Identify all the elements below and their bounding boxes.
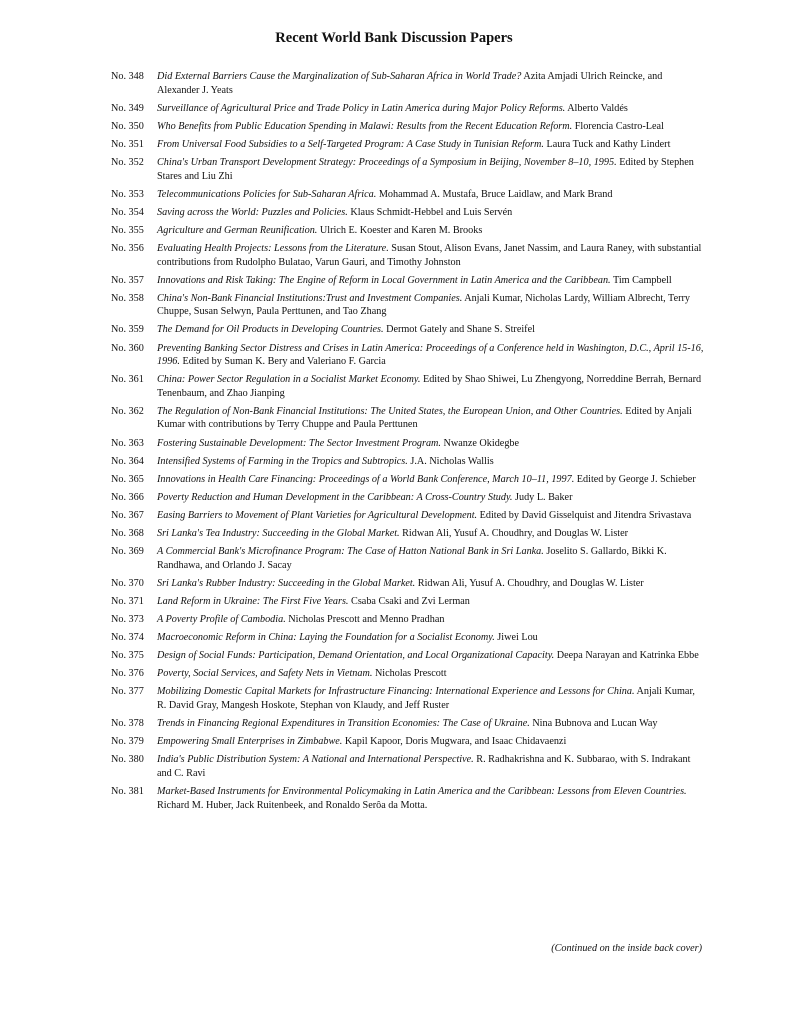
paper-title: A Commercial Bank's Microfinance Program: The Case of Hatton National Bank in Sri Lanka. <box>157 546 544 558</box>
paper-entry <box>111 785 706 812</box>
paper-entry <box>111 545 706 572</box>
paper-authors: Joselito S. Gallardo, Bikki K. Randhawa, and Orlando J. Sacay <box>157 546 667 571</box>
paper-entry <box>111 473 706 487</box>
paper-citation <box>157 206 706 220</box>
paper-title: Empowering Small Enterprises in Zimbabwe. <box>157 736 343 748</box>
paper-citation <box>157 753 706 780</box>
paper-citation <box>157 274 706 288</box>
paper-authors: Richard M. Huber, Jack Ruitenbeek, and Ronaldo Serôa da Motta. <box>157 799 428 811</box>
paper-authors: Ulrich E. Koester and Karen M. Brooks <box>319 224 483 236</box>
paper-authors: Laura Tuck and Kathy Lindert <box>546 138 671 150</box>
paper-citation <box>157 138 706 152</box>
paper-title: Macroeconomic Reform in China: Laying the Foundation for a Socialist Economy. <box>157 632 495 644</box>
paper-entry <box>111 717 706 731</box>
paper-entry <box>111 455 706 469</box>
paper-citation <box>157 735 706 749</box>
paper-title: Fostering Sustainable Development: The Sector Investment Program. <box>157 437 441 449</box>
paper-number: No. 348 <box>111 71 144 82</box>
paper-authors: Alberto Valdés <box>567 102 628 114</box>
paper-citation <box>157 323 706 337</box>
paper-authors: R. Radhakrishna and K. Subbarao, with S. Indrakant and C. Ravi <box>157 754 691 779</box>
paper-entry <box>111 577 706 591</box>
paper-title: China's Urban Transport Development Strategy: Proceedings of a Symposium in Beijing, November 8–10, 1995. <box>157 156 617 168</box>
paper-entry <box>111 437 706 451</box>
paper-entry <box>111 373 706 400</box>
paper-citation <box>157 717 706 731</box>
paper-authors: Azita Amjadi Ulrich Reincke, and Alexander J. Yeats <box>157 71 663 96</box>
paper-number: No. 357 <box>111 274 144 286</box>
paper-entry <box>111 188 706 202</box>
paper-list <box>111 70 706 817</box>
paper-number: No. 362 <box>111 405 144 417</box>
paper-authors: Edited by David Gisselquist and Jitendra Srivastava <box>479 509 692 521</box>
paper-title: Surveillance of Agricultural Price and Trade Policy in Latin America during Major Policy Reforms. <box>157 102 566 114</box>
paper-title: The Regulation of Non-Bank Financial Institutions: The United States, the European Union, and Other Countries. <box>157 405 623 417</box>
paper-number: No. 374 <box>111 632 144 644</box>
paper-number: No. 381 <box>111 785 144 797</box>
paper-title: The Demand for Oil Products in Developing Countries. <box>157 324 384 336</box>
paper-authors: Nicholas Prescott and Menno Pradhan <box>288 614 445 625</box>
paper-number: No. 365 <box>111 473 144 485</box>
paper-authors: Anjali Kumar, R. David Gray, Mangesh Hoskote, Stephan von Klaudy, and Jeff Ruster <box>157 686 695 711</box>
paper-authors: Judy L. Baker <box>515 491 573 503</box>
paper-citation <box>157 373 706 400</box>
paper-citation <box>157 595 706 609</box>
paper-entry <box>111 735 706 749</box>
paper-number: No. 350 <box>111 120 144 132</box>
paper-number: No. 368 <box>111 528 144 540</box>
paper-title: Telecommunications Policies for Sub-Saharan Africa. <box>157 188 377 200</box>
paper-title: Intensified Systems of Farming in the Tropics and Subtropics. <box>157 455 408 467</box>
paper-authors: Florencia Castro-Leal <box>574 120 664 132</box>
paper-citation <box>157 405 706 432</box>
paper-number: No. 367 <box>111 509 144 521</box>
paper-number: No. 361 <box>111 374 144 386</box>
paper-citation <box>157 631 706 645</box>
paper-number: No. 353 <box>111 188 144 200</box>
paper-title: Poverty Reduction and Human Development in the Caribbean: A Cross-Country Study. <box>157 491 513 503</box>
paper-authors: Nwanze Okidegbe <box>443 437 520 449</box>
paper-number: No. 366 <box>111 491 144 503</box>
paper-authors: Tim Campbell <box>612 274 672 286</box>
paper-authors: Kapil Kapoor, Doris Mugwara, and Isaac Chidavaenzi <box>344 736 567 748</box>
paper-number: No. 376 <box>111 668 144 680</box>
paper-authors: Susan Stout, Alison Evans, Janet Nassim, and Laura Raney, with substantial contributions from Rudolpho Bulatao, Varun Gauri, and Timothy Johnston <box>157 242 702 268</box>
paper-number: No. 380 <box>111 754 144 766</box>
paper-number: No. 379 <box>111 736 144 748</box>
paper-citation <box>157 667 706 681</box>
paper-citation <box>157 242 706 269</box>
paper-number: No. 371 <box>111 595 144 607</box>
paper-title: Mobilizing Domestic Capital Markets for Infrastructure Financing: International Experience and Lessons for China. <box>157 686 635 698</box>
paper-citation <box>157 102 706 116</box>
paper-authors: Nina Bubnova and Lucan Way <box>532 718 658 730</box>
paper-number: No. 359 <box>111 324 144 336</box>
paper-entry <box>111 667 706 681</box>
paper-citation <box>157 613 706 627</box>
paper-authors: Ridwan Ali, Yusuf A. Choudhry, and Douglas W. Lister <box>402 528 629 540</box>
paper-authors: Edited by Shao Shiwei, Lu Zhengyong, Norreddine Berrah, Bernard Tenenbaum, and Zhao Jianping <box>157 374 702 399</box>
paper-entry <box>111 120 706 134</box>
paper-citation <box>157 70 706 97</box>
paper-authors: Anjali Kumar, Nicholas Lardy, William Albrecht, Terry Chuppe, Susan Selwyn, Paula Perttunen, and Tao Zhang <box>157 292 690 318</box>
paper-title: India's Public Distribution System: A National and International Perspective. <box>157 754 474 766</box>
paper-title: China: Power Sector Regulation in a Socialist Market Economy. <box>157 374 421 386</box>
paper-entry <box>111 595 706 609</box>
paper-title: Preventing Banking Sector Distress and Crises in Latin America: Proceedings of a Conference held in Washington, D.C., April 15-16, 1996. <box>157 342 704 368</box>
paper-citation <box>157 649 706 663</box>
paper-title: A Poverty Profile of Cambodia. <box>157 614 286 625</box>
paper-entry <box>111 649 706 663</box>
paper-entry <box>111 527 706 541</box>
paper-title: Innovations in Health Care Financing: Proceedings of a World Bank Conference, March 10–11, 1997. <box>157 473 575 485</box>
paper-citation <box>157 785 706 812</box>
paper-citation <box>157 545 706 572</box>
paper-citation <box>157 292 706 319</box>
paper-number: No. 377 <box>111 686 144 698</box>
paper-number: No. 373 <box>111 614 144 625</box>
paper-entry <box>111 342 706 369</box>
paper-title: Poverty, Social Services, and Safety Nets in Vietnam. <box>157 668 373 680</box>
paper-authors: Ridwan Ali, Yusuf A. Choudhry, and Douglas W. Lister <box>417 577 644 589</box>
paper-entry <box>111 224 706 238</box>
paper-title: Innovations and Risk Taking: The Engine of Reform in Local Government in Latin America and the Caribbean. <box>157 274 611 286</box>
paper-authors: Edited by George J. Schieber <box>576 473 696 485</box>
paper-entry <box>111 206 706 220</box>
paper-title: Who Benefits from Public Education Spending in Malawi: Results from the Recent Education Reform. <box>157 120 573 132</box>
paper-citation <box>157 120 706 134</box>
paper-authors: Csaba Csaki and Zvi Lerman <box>351 595 470 607</box>
paper-entry <box>111 292 706 319</box>
continued-note: (Continued on the inside back cover) <box>551 943 702 954</box>
paper-title: Agriculture and German Reunification. <box>157 224 318 236</box>
paper-authors: Edited by Anjali Kumar with contributions by Terry Chuppe and Paula Perttunen <box>157 405 692 431</box>
page-title: Recent World Bank Discussion Papers <box>275 30 513 46</box>
paper-entry <box>111 685 706 712</box>
paper-number: No. 355 <box>111 224 144 236</box>
paper-entry <box>111 405 706 432</box>
paper-number: No. 375 <box>111 650 144 662</box>
paper-title: Evaluating Health Projects: Lessons from the Literature. <box>157 242 389 254</box>
paper-citation <box>157 437 706 451</box>
paper-number: No. 354 <box>111 206 144 218</box>
paper-authors: Dermot Gately and Shane S. Streifel <box>386 324 535 336</box>
paper-citation <box>157 509 706 523</box>
paper-number: No. 356 <box>111 242 144 254</box>
paper-number: No. 349 <box>111 102 144 114</box>
paper-title: Sri Lanka's Tea Industry: Succeeding in the Global Market. <box>157 528 400 540</box>
paper-title: Market-Based Instruments for Environmental Policymaking in Latin America and the Caribbean: Lessons from Eleven Countries. <box>157 785 687 797</box>
paper-number: No. 360 <box>111 342 144 354</box>
paper-citation <box>157 685 706 712</box>
paper-number: No. 352 <box>111 156 144 168</box>
paper-title: Trends in Financing Regional Expenditures in Transition Economies: The Case of Ukraine. <box>157 718 530 730</box>
paper-citation <box>157 156 706 183</box>
paper-entry <box>111 70 706 97</box>
paper-number: No. 351 <box>111 138 144 150</box>
paper-number: No. 358 <box>111 292 144 304</box>
paper-entry <box>111 156 706 183</box>
paper-entry <box>111 753 706 780</box>
paper-title: Did External Barriers Cause the Marginalization of Sub-Saharan Africa in World Trade? <box>157 71 522 82</box>
paper-citation <box>157 473 706 487</box>
paper-citation <box>157 527 706 541</box>
paper-number: No. 378 <box>111 718 144 730</box>
paper-title: Design of Social Funds: Participation, Demand Orientation, and Local Organizational Capacity. <box>157 650 555 662</box>
paper-title: From Universal Food Subsidies to a Self-Targeted Program: A Case Study in Tunisian Reform. <box>157 138 544 150</box>
paper-entry <box>111 509 706 523</box>
paper-title: China's Non-Bank Financial Institutions:Trust and Investment Companies. <box>157 292 463 304</box>
paper-entry <box>111 323 706 337</box>
paper-entry <box>111 274 706 288</box>
paper-citation <box>157 455 706 469</box>
paper-citation <box>157 188 706 202</box>
paper-entry <box>111 102 706 116</box>
paper-number: No. 370 <box>111 577 144 589</box>
paper-authors: Nicholas Prescott <box>374 668 447 680</box>
paper-authors: Edited by Stephen Stares and Liu Zhi <box>157 156 694 182</box>
paper-authors: Edited by Suman K. Bery and Valeriano F. Garcia <box>182 356 386 368</box>
paper-number: No. 364 <box>111 455 144 467</box>
paper-entry <box>111 138 706 152</box>
paper-citation <box>157 224 706 238</box>
paper-title: Saving across the World: Puzzles and Policies. <box>157 206 348 218</box>
paper-entry <box>111 491 706 505</box>
paper-entry <box>111 242 706 269</box>
paper-title: Land Reform in Ukraine: The First Five Years. <box>157 595 349 607</box>
paper-number: No. 369 <box>111 546 144 558</box>
paper-authors: Deepa Narayan and Katrinka Ebbe <box>556 650 699 662</box>
paper-citation <box>157 491 706 505</box>
paper-title: Easing Barriers to Movement of Plant Varieties for Agricultural Development. <box>157 509 478 521</box>
paper-citation <box>157 577 706 591</box>
paper-authors: Mohammad A. Mustafa, Bruce Laidlaw, and Mark Brand <box>378 188 613 200</box>
paper-entry <box>111 613 706 627</box>
paper-title: Sri Lanka's Rubber Industry: Succeeding in the Global Market. <box>157 577 416 589</box>
paper-authors: Klaus Schmidt-Hebbel and Luis Servén <box>350 206 513 218</box>
paper-entry <box>111 631 706 645</box>
paper-authors: Jiwei Lou <box>497 632 538 644</box>
paper-authors: J.A. Nicholas Wallis <box>410 455 494 467</box>
paper-citation <box>157 342 706 369</box>
paper-number: No. 363 <box>111 437 144 449</box>
